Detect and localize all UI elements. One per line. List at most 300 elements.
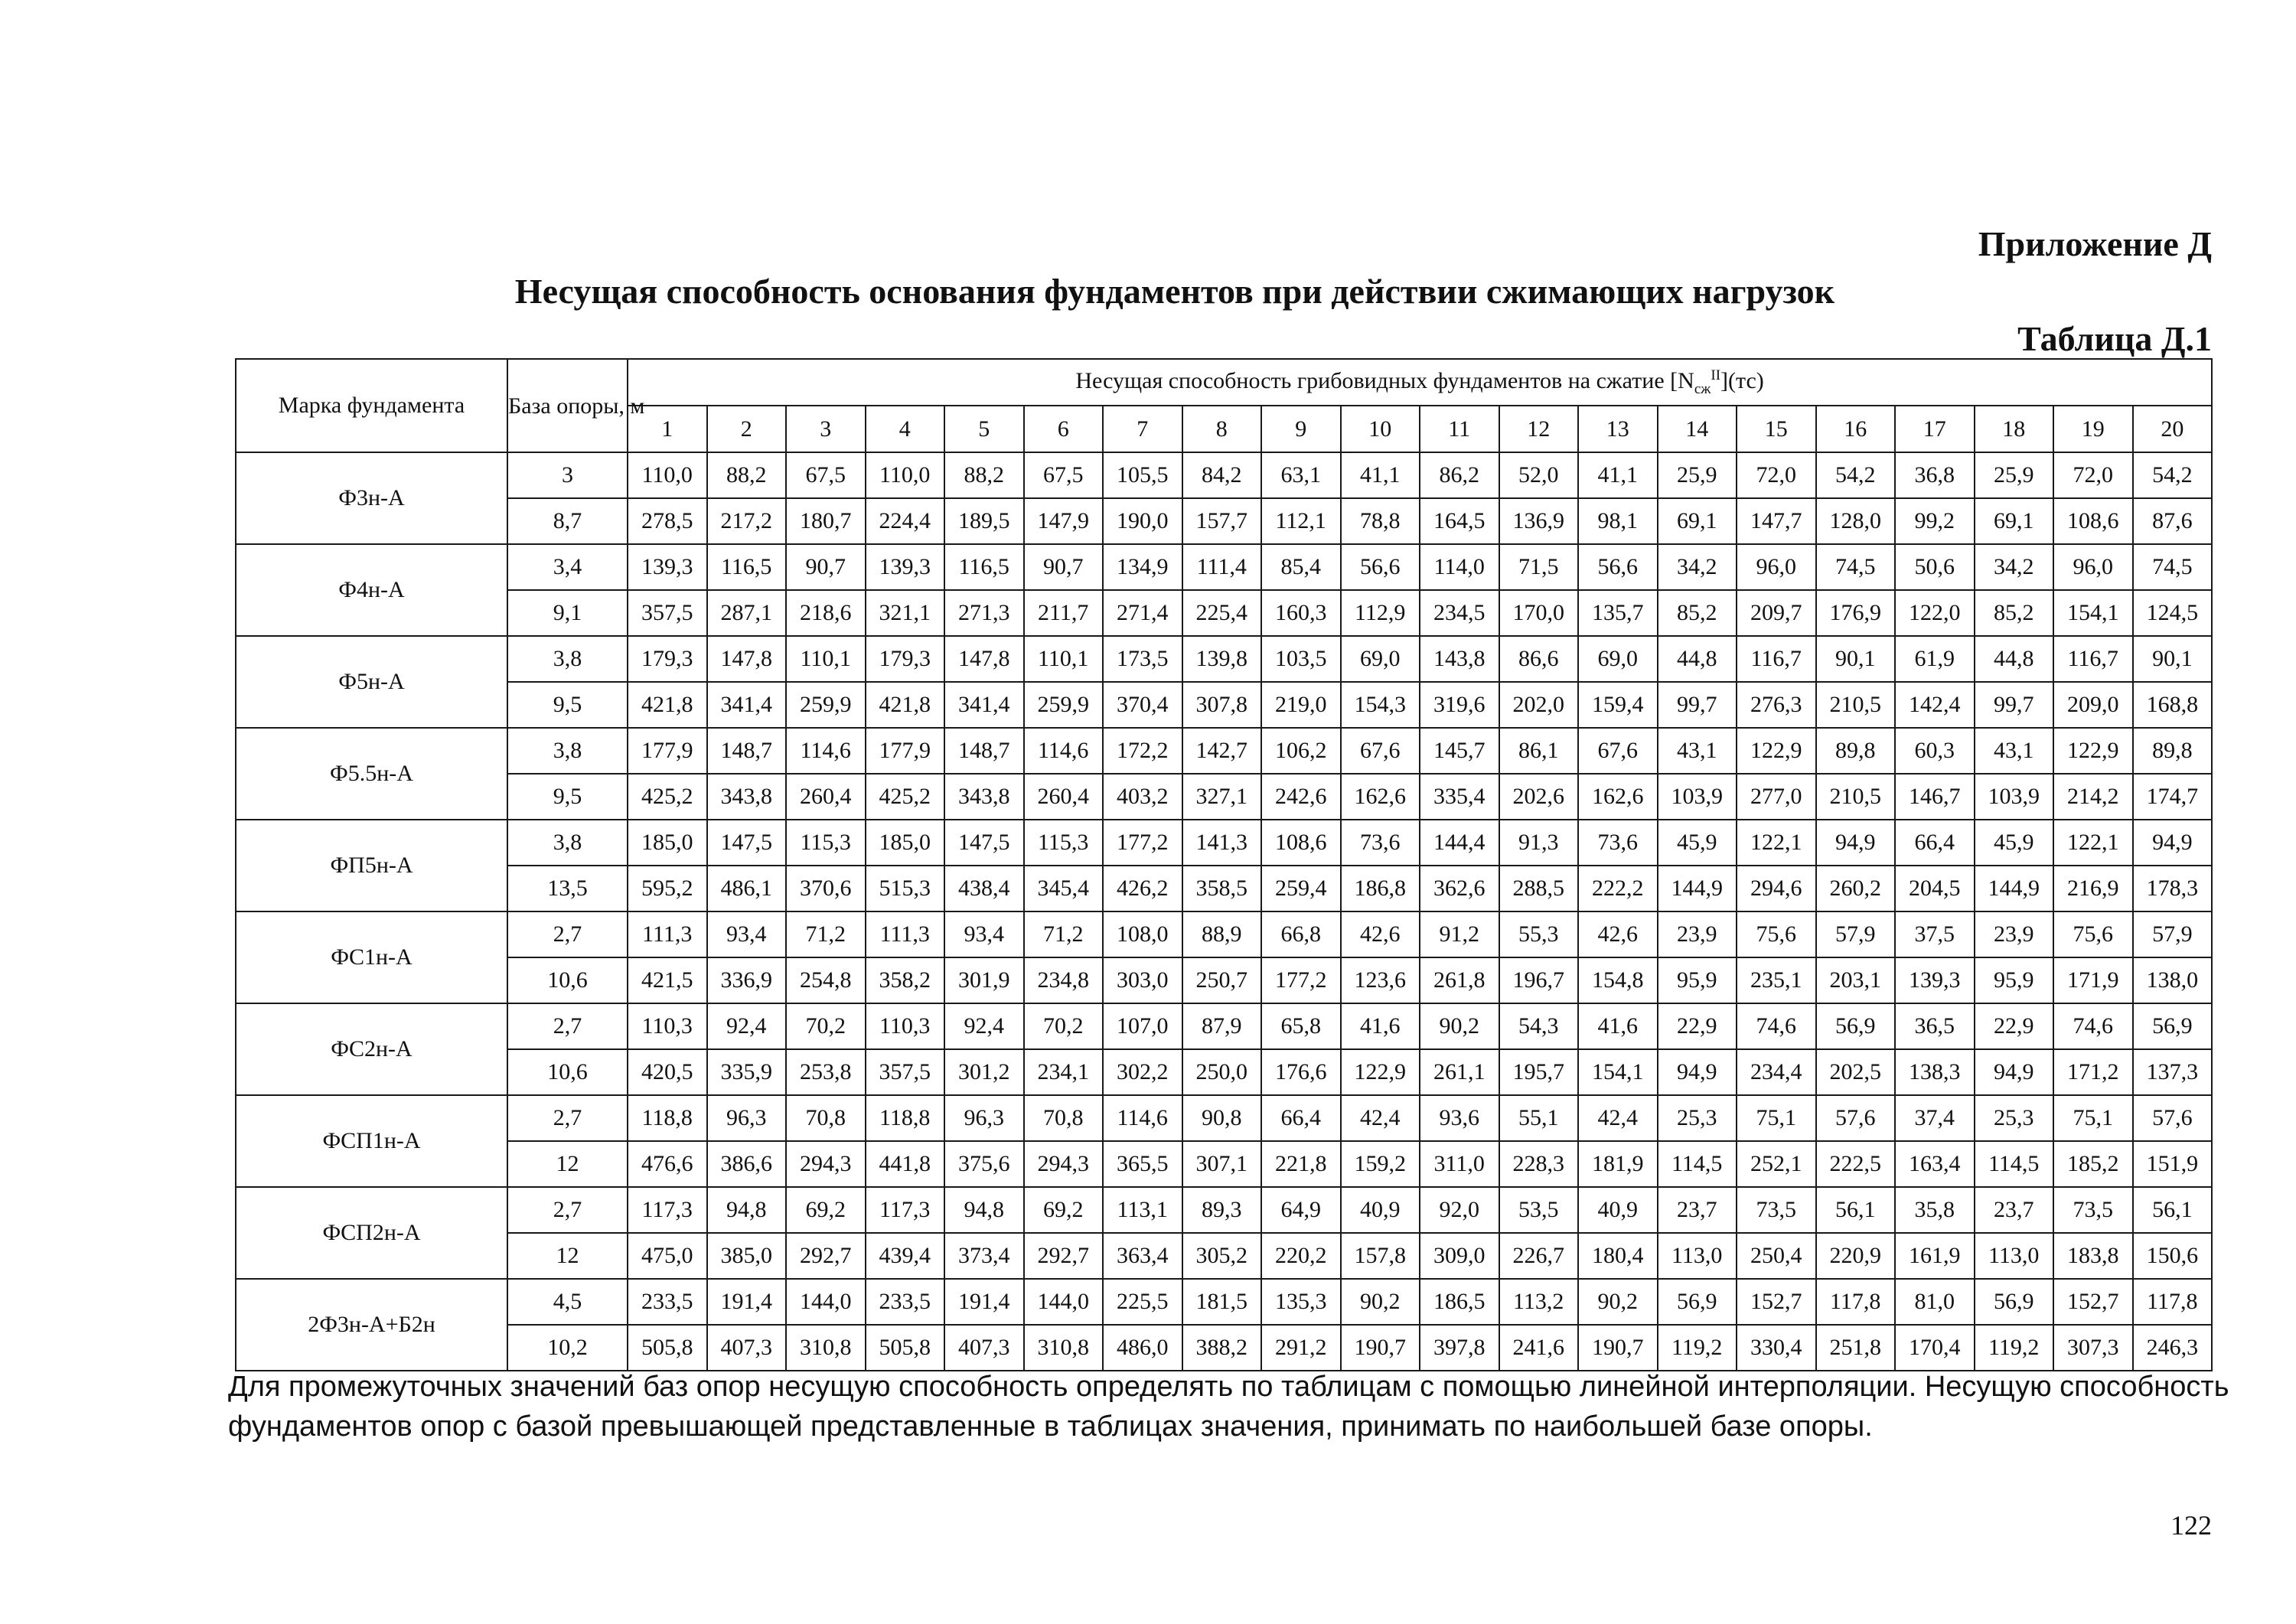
value-cell: 36,5 (1895, 1003, 1975, 1049)
value-cell: 90,1 (1816, 636, 1896, 682)
value-cell: 122,9 (1737, 728, 1816, 774)
value-cell: 63,1 (1261, 452, 1341, 498)
value-cell: 113,2 (1499, 1279, 1579, 1325)
table-row (236, 1095, 2212, 1141)
value-cell: 202,6 (1499, 774, 1579, 820)
value-cell: 310,8 (786, 1325, 866, 1371)
value-cell: 224,4 (866, 498, 945, 544)
base-cell: 3,8 (507, 728, 628, 774)
footnote: Для промежуточных значений баз опор несущую способность определять по таблицам с помощью линейной интерполяции. Несущую способность фундаментов опор с базой превышающей представленные в таблицах значения, принимать по наибольшей базе опоры. (228, 1371, 2229, 1443)
value-cell: 204,5 (1895, 866, 1975, 911)
value-cell: 23,9 (1975, 911, 2054, 957)
value-cell: 191,4 (944, 1279, 1024, 1325)
value-cell: 217,2 (707, 498, 787, 544)
value-cell: 152,7 (1737, 1279, 1816, 1325)
value-cell: 225,4 (1182, 590, 1262, 636)
value-cell: 53,5 (1499, 1187, 1579, 1233)
value-cell: 196,7 (1499, 957, 1579, 1003)
value-cell: 37,4 (1895, 1095, 1975, 1141)
value-cell: 486,1 (707, 866, 787, 911)
value-cell: 89,8 (1816, 728, 1896, 774)
value-cell: 96,0 (2053, 544, 2133, 590)
value-cell: 276,3 (1737, 682, 1816, 728)
value-cell: 74,6 (2053, 1003, 2133, 1049)
value-cell: 66,8 (1261, 911, 1341, 957)
value-cell: 75,1 (1737, 1095, 1816, 1141)
value-cell: 96,3 (944, 1095, 1024, 1141)
value-cell: 60,3 (1895, 728, 1975, 774)
value-cell: 86,6 (1499, 636, 1579, 682)
value-cell: 85,2 (1658, 590, 1737, 636)
value-cell: 42,4 (1578, 1095, 1658, 1141)
value-cell: 142,7 (1182, 728, 1262, 774)
value-cell: 220,9 (1816, 1233, 1896, 1279)
value-cell: 181,5 (1182, 1279, 1262, 1325)
value-cell: 425,2 (628, 774, 707, 820)
value-cell: 343,8 (944, 774, 1024, 820)
value-cell: 486,0 (1103, 1325, 1182, 1371)
value-cell: 119,2 (1975, 1325, 2054, 1371)
value-cell: 117,3 (628, 1187, 707, 1233)
capacity-header-sub: сж (1694, 380, 1711, 397)
value-cell: 358,2 (866, 957, 945, 1003)
value-cell: 56,9 (2133, 1003, 2213, 1049)
table-row (236, 957, 2212, 1003)
base-cell: 12 (507, 1141, 628, 1187)
value-cell: 154,3 (1341, 682, 1420, 728)
value-cell: 54,2 (2133, 452, 2213, 498)
value-cell: 113,1 (1103, 1187, 1182, 1233)
value-cell: 152,7 (2053, 1279, 2133, 1325)
value-cell: 94,9 (1975, 1049, 2054, 1095)
value-cell: 136,9 (1499, 498, 1579, 544)
value-cell: 114,5 (1658, 1141, 1737, 1187)
value-cell: 89,8 (2133, 728, 2213, 774)
foundation-mark-cell: ФС1н-А (236, 911, 507, 1003)
value-cell: 294,3 (786, 1141, 866, 1187)
value-cell: 67,5 (786, 452, 866, 498)
value-cell: 145,7 (1420, 728, 1499, 774)
value-cell: 108,0 (1103, 911, 1182, 957)
base-cell: 10,6 (507, 957, 628, 1003)
value-cell: 234,8 (1024, 957, 1104, 1003)
value-cell: 93,4 (944, 911, 1024, 957)
value-cell: 134,9 (1103, 544, 1182, 590)
value-cell: 115,3 (786, 820, 866, 866)
value-cell: 70,2 (786, 1003, 866, 1049)
value-cell: 180,4 (1578, 1233, 1658, 1279)
value-cell: 23,7 (1975, 1187, 2054, 1233)
value-cell: 154,1 (1578, 1049, 1658, 1095)
value-cell: 161,9 (1895, 1233, 1975, 1279)
value-cell: 162,6 (1578, 774, 1658, 820)
value-cell: 246,3 (2133, 1325, 2213, 1371)
value-cell: 163,4 (1895, 1141, 1975, 1187)
value-cell: 172,2 (1103, 728, 1182, 774)
foundation-mark-cell: 2Ф3н-А+Б2н (236, 1279, 507, 1371)
value-cell: 73,6 (1341, 820, 1420, 866)
value-cell: 57,9 (1816, 911, 1896, 957)
column-number-20: 20 (2133, 406, 2213, 452)
table-row (236, 682, 2212, 728)
value-cell: 358,5 (1182, 866, 1262, 911)
value-cell: 176,6 (1261, 1049, 1341, 1095)
value-cell: 357,5 (628, 590, 707, 636)
base-cell: 12 (507, 1233, 628, 1279)
foundation-mark-cell: ФСП2н-А (236, 1187, 507, 1279)
value-cell: 122,9 (1341, 1049, 1420, 1095)
value-cell: 22,9 (1658, 1003, 1737, 1049)
value-cell: 310,8 (1024, 1325, 1104, 1371)
value-cell: 168,8 (2133, 682, 2213, 728)
value-cell: 209,0 (2053, 682, 2133, 728)
value-cell: 150,6 (2133, 1233, 2213, 1279)
value-cell: 186,8 (1341, 866, 1420, 911)
value-cell: 190,0 (1103, 498, 1182, 544)
value-cell: 61,9 (1895, 636, 1975, 682)
value-cell: 107,0 (1103, 1003, 1182, 1049)
value-cell: 261,1 (1420, 1049, 1499, 1095)
value-cell: 595,2 (628, 866, 707, 911)
value-cell: 122,9 (2053, 728, 2133, 774)
value-cell: 363,4 (1103, 1233, 1182, 1279)
value-cell: 421,8 (628, 682, 707, 728)
value-cell: 305,2 (1182, 1233, 1262, 1279)
value-cell: 66,4 (1261, 1095, 1341, 1141)
value-cell: 251,8 (1816, 1325, 1896, 1371)
value-cell: 108,6 (1261, 820, 1341, 866)
value-cell: 89,3 (1182, 1187, 1262, 1233)
value-cell: 57,6 (1816, 1095, 1896, 1141)
value-cell: 278,5 (628, 498, 707, 544)
value-cell: 41,6 (1341, 1003, 1420, 1049)
table-row (236, 1325, 2212, 1371)
value-cell: 56,9 (1816, 1003, 1896, 1049)
value-cell: 287,1 (707, 590, 787, 636)
value-cell: 234,5 (1420, 590, 1499, 636)
value-cell: 144,9 (1975, 866, 2054, 911)
value-cell: 420,5 (628, 1049, 707, 1095)
value-cell: 135,3 (1261, 1279, 1341, 1325)
value-cell: 56,6 (1578, 544, 1658, 590)
table-row (236, 1187, 2212, 1233)
value-cell: 106,2 (1261, 728, 1341, 774)
value-cell: 92,0 (1420, 1187, 1499, 1233)
value-cell: 203,1 (1816, 957, 1896, 1003)
value-cell: 144,4 (1420, 820, 1499, 866)
value-cell: 87,9 (1182, 1003, 1262, 1049)
value-cell: 185,0 (866, 820, 945, 866)
value-cell: 70,8 (1024, 1095, 1104, 1141)
value-cell: 162,6 (1341, 774, 1420, 820)
base-cell: 3,8 (507, 636, 628, 682)
value-cell: 78,8 (1341, 498, 1420, 544)
value-cell: 118,8 (866, 1095, 945, 1141)
value-cell: 116,7 (2053, 636, 2133, 682)
value-cell: 74,5 (2133, 544, 2213, 590)
value-cell: 341,4 (944, 682, 1024, 728)
value-cell: 90,8 (1182, 1095, 1262, 1141)
value-cell: 260,2 (1816, 866, 1896, 911)
value-cell: 86,2 (1420, 452, 1499, 498)
value-cell: 90,2 (1420, 1003, 1499, 1049)
value-cell: 69,2 (786, 1187, 866, 1233)
table-body (236, 452, 2212, 1371)
value-cell: 116,5 (707, 544, 787, 590)
value-cell: 69,0 (1341, 636, 1420, 682)
value-cell: 44,8 (1975, 636, 2054, 682)
value-cell: 139,3 (628, 544, 707, 590)
capacity-header-suffix: ](тс) (1720, 367, 1764, 393)
value-cell: 210,5 (1816, 774, 1896, 820)
value-cell: 92,4 (944, 1003, 1024, 1049)
value-cell: 50,6 (1895, 544, 1975, 590)
value-cell: 112,9 (1341, 590, 1420, 636)
value-cell: 43,1 (1975, 728, 2054, 774)
value-cell: 147,7 (1737, 498, 1816, 544)
value-cell: 144,0 (1024, 1279, 1104, 1325)
value-cell: 55,3 (1499, 911, 1579, 957)
value-cell: 110,0 (628, 452, 707, 498)
column-number-15: 15 (1737, 406, 1816, 452)
value-cell: 210,5 (1816, 682, 1896, 728)
value-cell: 110,3 (866, 1003, 945, 1049)
value-cell: 114,6 (1103, 1095, 1182, 1141)
value-cell: 288,5 (1499, 866, 1579, 911)
value-cell: 143,8 (1420, 636, 1499, 682)
value-cell: 177,9 (866, 728, 945, 774)
column-number-11: 11 (1420, 406, 1499, 452)
value-cell: 91,3 (1499, 820, 1579, 866)
value-cell: 271,3 (944, 590, 1024, 636)
value-cell: 202,0 (1499, 682, 1579, 728)
value-cell: 71,5 (1499, 544, 1579, 590)
value-cell: 250,0 (1182, 1049, 1262, 1095)
value-cell: 294,3 (1024, 1141, 1104, 1187)
base-cell: 2,7 (507, 1095, 628, 1141)
value-cell: 90,2 (1578, 1279, 1658, 1325)
value-cell: 36,8 (1895, 452, 1975, 498)
value-cell: 103,9 (1658, 774, 1737, 820)
value-cell: 88,2 (707, 452, 787, 498)
foundation-mark-cell: Ф5.5н-А (236, 728, 507, 820)
value-cell: 55,1 (1499, 1095, 1579, 1141)
value-cell: 189,5 (944, 498, 1024, 544)
value-cell: 220,2 (1261, 1233, 1341, 1279)
value-cell: 23,9 (1658, 911, 1737, 957)
value-cell: 222,5 (1816, 1141, 1896, 1187)
value-cell: 94,9 (2133, 820, 2213, 866)
capacity-header-prefix: Несущая способность грибовидных фундаментов на сжатие [N (1075, 367, 1694, 393)
value-cell: 147,5 (707, 820, 787, 866)
value-cell: 301,9 (944, 957, 1024, 1003)
value-cell: 98,1 (1578, 498, 1658, 544)
table-row (236, 1049, 2212, 1095)
value-cell: 139,3 (866, 544, 945, 590)
value-cell: 69,1 (1975, 498, 2054, 544)
value-cell: 505,8 (866, 1325, 945, 1371)
value-cell: 271,4 (1103, 590, 1182, 636)
value-cell: 123,6 (1341, 957, 1420, 1003)
value-cell: 181,9 (1578, 1141, 1658, 1187)
value-cell: 111,3 (628, 911, 707, 957)
value-cell: 225,5 (1103, 1279, 1182, 1325)
value-cell: 159,2 (1341, 1141, 1420, 1187)
capacity-table (235, 358, 2213, 1371)
value-cell: 86,1 (1499, 728, 1579, 774)
appendix-heading: Приложение Д (1978, 224, 2212, 263)
value-cell: 211,7 (1024, 590, 1104, 636)
value-cell: 122,1 (1737, 820, 1816, 866)
value-cell: 170,4 (1895, 1325, 1975, 1371)
base-cell: 10,2 (507, 1325, 628, 1371)
value-cell: 254,8 (786, 957, 866, 1003)
value-cell: 407,3 (944, 1325, 1024, 1371)
column-number-10: 10 (1341, 406, 1420, 452)
value-cell: 173,5 (1103, 636, 1182, 682)
value-cell: 159,4 (1578, 682, 1658, 728)
value-cell: 141,3 (1182, 820, 1262, 866)
value-cell: 221,8 (1261, 1141, 1341, 1187)
value-cell: 234,4 (1737, 1049, 1816, 1095)
value-cell: 341,4 (707, 682, 787, 728)
value-cell: 235,1 (1737, 957, 1816, 1003)
base-cell: 2,7 (507, 911, 628, 957)
value-cell: 34,2 (1975, 544, 2054, 590)
value-cell: 99,7 (1658, 682, 1737, 728)
value-cell: 151,9 (2133, 1141, 2213, 1187)
value-cell: 99,2 (1895, 498, 1975, 544)
table-row (236, 590, 2212, 636)
value-cell: 148,7 (944, 728, 1024, 774)
value-cell: 157,7 (1182, 498, 1262, 544)
base-cell: 8,7 (507, 498, 628, 544)
value-cell: 357,5 (866, 1049, 945, 1095)
value-cell: 216,9 (2053, 866, 2133, 911)
value-cell: 69,2 (1024, 1187, 1104, 1233)
value-cell: 135,7 (1578, 590, 1658, 636)
value-cell: 94,9 (1816, 820, 1896, 866)
table-row (236, 452, 2212, 498)
value-cell: 90,1 (2133, 636, 2213, 682)
column-header-mark: Марка фундамента (236, 359, 507, 452)
value-cell: 66,4 (1895, 820, 1975, 866)
value-cell: 177,2 (1261, 957, 1341, 1003)
value-cell: 25,3 (1975, 1095, 2054, 1141)
value-cell: 515,3 (866, 866, 945, 911)
column-number-17: 17 (1895, 406, 1975, 452)
value-cell: 111,4 (1182, 544, 1262, 590)
value-cell: 116,5 (944, 544, 1024, 590)
value-cell: 94,9 (1658, 1049, 1737, 1095)
value-cell: 138,0 (2133, 957, 2213, 1003)
value-cell: 139,8 (1182, 636, 1262, 682)
value-cell: 118,8 (628, 1095, 707, 1141)
value-cell: 397,8 (1420, 1325, 1499, 1371)
value-cell: 54,2 (1816, 452, 1896, 498)
value-cell: 202,5 (1816, 1049, 1896, 1095)
value-cell: 253,8 (786, 1049, 866, 1095)
value-cell: 177,9 (628, 728, 707, 774)
foundation-mark-cell: ФСП1н-А (236, 1095, 507, 1187)
value-cell: 335,9 (707, 1049, 787, 1095)
value-cell: 154,8 (1578, 957, 1658, 1003)
value-cell: 110,0 (866, 452, 945, 498)
value-cell: 67,6 (1578, 728, 1658, 774)
value-cell: 327,1 (1182, 774, 1262, 820)
value-cell: 84,2 (1182, 452, 1262, 498)
value-cell: 103,9 (1975, 774, 2054, 820)
value-cell: 277,0 (1737, 774, 1816, 820)
value-cell: 186,5 (1420, 1279, 1499, 1325)
foundation-mark-cell: Ф4н-А (236, 544, 507, 636)
value-cell: 311,0 (1420, 1141, 1499, 1187)
value-cell: 35,8 (1895, 1187, 1975, 1233)
value-cell: 73,5 (1737, 1187, 1816, 1233)
value-cell: 42,4 (1341, 1095, 1420, 1141)
value-cell: 103,5 (1261, 636, 1341, 682)
value-cell: 41,1 (1341, 452, 1420, 498)
value-cell: 96,0 (1737, 544, 1816, 590)
value-cell: 421,5 (628, 957, 707, 1003)
value-cell: 307,1 (1182, 1141, 1262, 1187)
document-title: Несущая способность основания фундаментов при действии сжимающих нагрузок (514, 272, 1835, 311)
value-cell: 370,6 (786, 866, 866, 911)
value-cell: 122,1 (2053, 820, 2133, 866)
value-cell: 105,5 (1103, 452, 1182, 498)
value-cell: 52,0 (1499, 452, 1579, 498)
value-cell: 250,7 (1182, 957, 1262, 1003)
value-cell: 139,3 (1895, 957, 1975, 1003)
value-cell: 302,2 (1103, 1049, 1182, 1095)
value-cell: 93,6 (1420, 1095, 1499, 1141)
column-number-14: 14 (1658, 406, 1737, 452)
value-cell: 110,3 (628, 1003, 707, 1049)
value-cell: 438,4 (944, 866, 1024, 911)
value-cell: 90,2 (1341, 1279, 1420, 1325)
value-cell: 147,5 (944, 820, 1024, 866)
value-cell: 309,0 (1420, 1233, 1499, 1279)
value-cell: 23,7 (1658, 1187, 1737, 1233)
value-cell: 44,8 (1658, 636, 1737, 682)
value-cell: 113,0 (1658, 1233, 1737, 1279)
column-number-5: 5 (944, 406, 1024, 452)
value-cell: 75,6 (1737, 911, 1816, 957)
value-cell: 25,9 (1658, 452, 1737, 498)
base-cell: 3,8 (507, 820, 628, 866)
value-cell: 110,1 (786, 636, 866, 682)
value-cell: 112,1 (1261, 498, 1341, 544)
value-cell: 90,7 (786, 544, 866, 590)
value-cell: 307,8 (1182, 682, 1262, 728)
value-cell: 92,4 (707, 1003, 787, 1049)
value-cell: 93,4 (707, 911, 787, 957)
value-cell: 218,6 (786, 590, 866, 636)
value-cell: 321,1 (866, 590, 945, 636)
value-cell: 303,0 (1103, 957, 1182, 1003)
value-cell: 99,7 (1975, 682, 2054, 728)
column-number-4: 4 (866, 406, 945, 452)
value-cell: 407,3 (707, 1325, 787, 1371)
table-row (236, 911, 2212, 957)
foundation-mark-cell: Ф3н-А (236, 452, 507, 544)
value-cell: 250,4 (1737, 1233, 1816, 1279)
column-number-6: 6 (1024, 406, 1104, 452)
value-cell: 144,0 (786, 1279, 866, 1325)
value-cell: 260,4 (1024, 774, 1104, 820)
column-number-16: 16 (1816, 406, 1896, 452)
table-row (236, 1279, 2212, 1325)
